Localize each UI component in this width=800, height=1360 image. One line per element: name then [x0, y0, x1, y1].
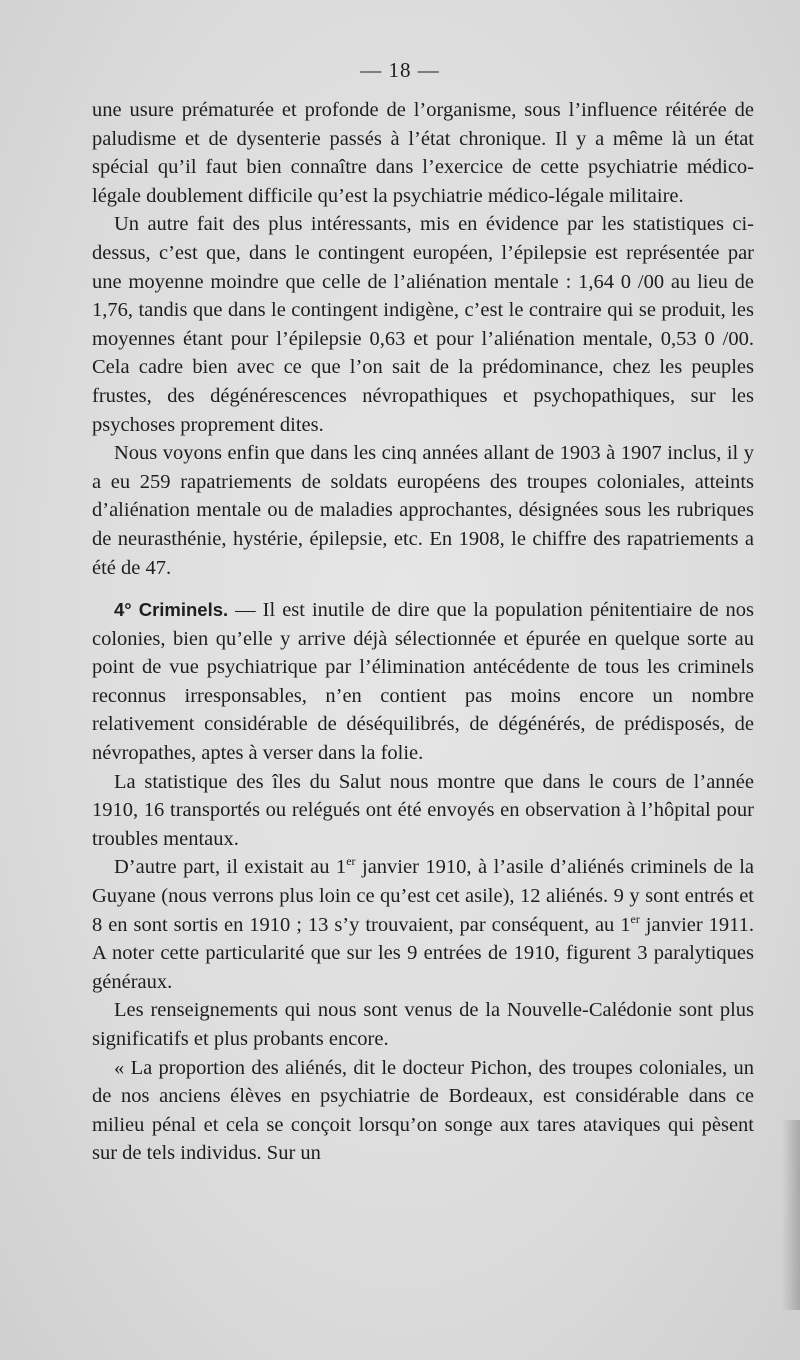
paragraph-continuation: une usure prématurée et profonde de l’organisme, sous l’influence réitérée de paludisme et de dysenterie passés à l’état chronique. Il y a même là un état spécial qu’il faut bien connaître dans l’exercice de cette psychiatrie médico-légale doublement difficile qu’est la psychiatrie médico-légale militaire.	[92, 99, 754, 207]
paragraph-repatriations: Nous voyons enfin que dans les cinq années allant de 1903 à 1907 inclus, il y a eu 259 rapatriements de soldats européens des troupes coloniales, atteints d’aliénation mentale ou de maladies approchantes, désignées sous les rubriques de neurasthénie, hystérie, épilepsie, etc. En 1908, le chiffre des rapatriements a été de 47.	[92, 442, 754, 579]
ordinal-superscript: er	[346, 854, 356, 869]
section-text: — Il est inutile de dire que la population pénitentiaire de nos colonies, bien qu’elle y arrive déjà sélectionnée et épurée en quelque sorte au point de vue psychiatrique par l’élimination antécédente de tous les criminels reconnus irresponsables, n’en contient pas moins encore un nombre relativement considérable de déséquilibrés, de dégénérés, de prédisposés, de névropathes, aptes à verser dans la folie.	[92, 599, 754, 765]
body-text	[92, 96, 754, 1168]
section-heading	[114, 599, 228, 620]
page-number: — 18 —	[360, 58, 440, 82]
paragraph-quote-pichon: « La proportion des aliénés, dit le docteur Pichon, des troupes coloniales, un de nos anciens élèves en psychiatrie de Bordeaux, est considérable dans ce milieu pénal et cela se conçoit lorsqu’on songe aux tares ataviques qui pèsent sur de tels individus. Sur un	[92, 1056, 754, 1165]
page-edge-shadow	[782, 1120, 800, 1310]
ordinal-superscript: er	[630, 911, 640, 926]
guyane-text-part3: janvier 1911. A noter cette particularité que sur les 9 entrées de 1910, figurent 3 paralytiques généraux.	[92, 913, 755, 993]
guyane-text-part2: janvier 1910, à l’asile d’aliénés criminels de la Guyane (nous verrons plus loin ce qu’est cet asile), 12 aliénés. 9 y sont entrés et 8 en sont sortis en 1910 ; 13 s’y trouvaient, par conséquent, au 1	[92, 856, 754, 936]
paragraph-asile-guyane	[92, 853, 754, 996]
section-criminels	[92, 596, 754, 768]
paragraph-iles-du-salut: La statistique des îles du Salut nous montre que dans le cours de l’année 1910, 16 transportés ou relégués ont été envoyés en observation à l’hôpital pour troubles mentaux.	[92, 770, 754, 850]
guyane-text-part1: D’autre part, il existait au 1	[114, 856, 347, 879]
paragraph-epilepsy-statistics: Un autre fait des plus intéressants, mis en évidence par les statistiques ci-dessus, c’est que, dans le contingent européen, l’épilepsie est représentée par une moyenne moindre que celle de l’aliénation mentale : 1,64 0 /00 au lieu de 1,76, tandis que dans le contingent indigène, c’est le contraire qui se produit, les moyennes étant pour l’épilepsie 0,63 et pour l’aliénation mentale, 0,53 0 /00. Cela cadre bien avec ce que l’on sait de la prédominance, chez les peuples frustes, des dégénérescences névropathiques et psychopathiques, sur les psychoses proprement dites.	[92, 213, 754, 436]
section-title: Criminels.	[138, 599, 229, 621]
section-number: 4°	[114, 599, 132, 621]
paragraph-nouvelle-caledonie: Les renseignements qui nous sont venus de la Nouvelle-Calédonie sont plus significatifs et plus probants encore.	[92, 999, 754, 1050]
